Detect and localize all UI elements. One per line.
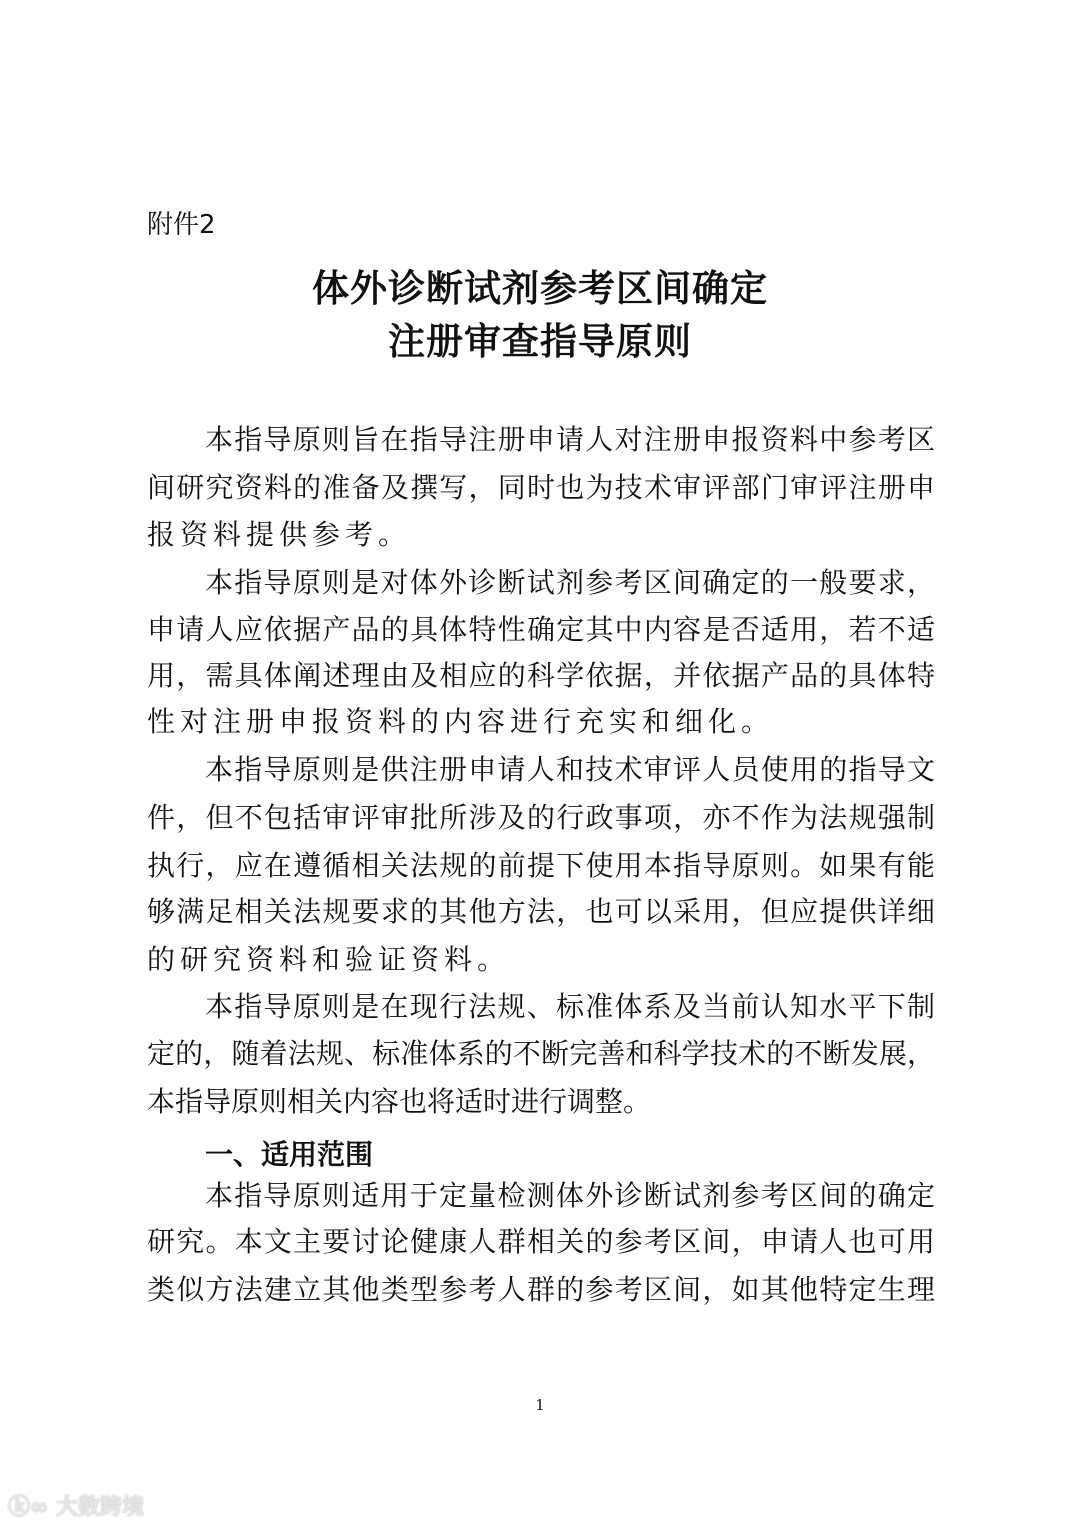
watermark-icon: ⓚ∞ [8, 1495, 56, 1520]
paragraph-line: 研究。本文主要讨论健康人群相关的参考区间，申请人也可用 [147, 1225, 935, 1258]
watermark-text: 大数跨境 [56, 1495, 145, 1520]
paragraph-line: 本指导原则是在现行法规、标准体系及当前认知水平下制 [205, 990, 935, 1023]
document-title-line-2: 注册审查指导原则 [388, 320, 692, 363]
paragraph-line: 本指导原则相关内容也将适时进行调整。 [147, 1085, 652, 1118]
paragraph-line: 申请人应依据产品的具体特性确定其中内容是否适用，若不适 [147, 613, 935, 646]
paragraph-line: 件，但不包括审评审批所涉及的行政事项，亦不作为法规强制 [147, 801, 935, 834]
paragraph-line: 的研究资料和验证资料。 [147, 943, 511, 976]
paragraph-line: 性对注册申报资料的内容进行充实和细化。 [147, 705, 775, 738]
paragraph-line: 报资料提供参考。 [147, 518, 412, 551]
paragraph-line: 定的，随着法规、标准体系的不断完善和科学技术的不断发展， [147, 1037, 935, 1070]
paragraph-line: 用，需具体阐述理由及相应的科学依据，并依据产品的具体特 [147, 659, 935, 692]
attachment-label: 附件2 [147, 210, 216, 240]
page-number: 1 [535, 1396, 545, 1414]
document-title-line-1: 体外诊断试剂参考区间确定 [312, 267, 768, 310]
paragraph-line: 执行，应在遵循相关法规的前提下使用本指导原则。如果有能 [147, 849, 935, 882]
paragraph-line: 够满足相关法规要求的其他方法，也可以采用，但应提供详细 [147, 895, 935, 928]
paragraph-line: 间研究资料的准备及撰写，同时也为技术审评部门审评注册申 [147, 471, 935, 504]
section-heading: 一、适用范围 [205, 1138, 374, 1171]
paragraph-line: 本指导原则是对体外诊断试剂参考区间确定的一般要求， [205, 566, 935, 599]
paragraph-line: 本指导原则旨在指导注册申请人对注册申报资料中参考区 [205, 423, 935, 456]
paragraph-line: 类似方法建立其他类型参考人群的参考区间，如其他特定生理 [147, 1273, 935, 1306]
paragraph-line: 本指导原则是供注册申请人和技术审评人员使用的指导文 [205, 753, 935, 786]
watermark-logo [8, 1490, 144, 1521]
paragraph-line: 本指导原则适用于定量检测体外诊断试剂参考区间的确定 [205, 1179, 935, 1212]
